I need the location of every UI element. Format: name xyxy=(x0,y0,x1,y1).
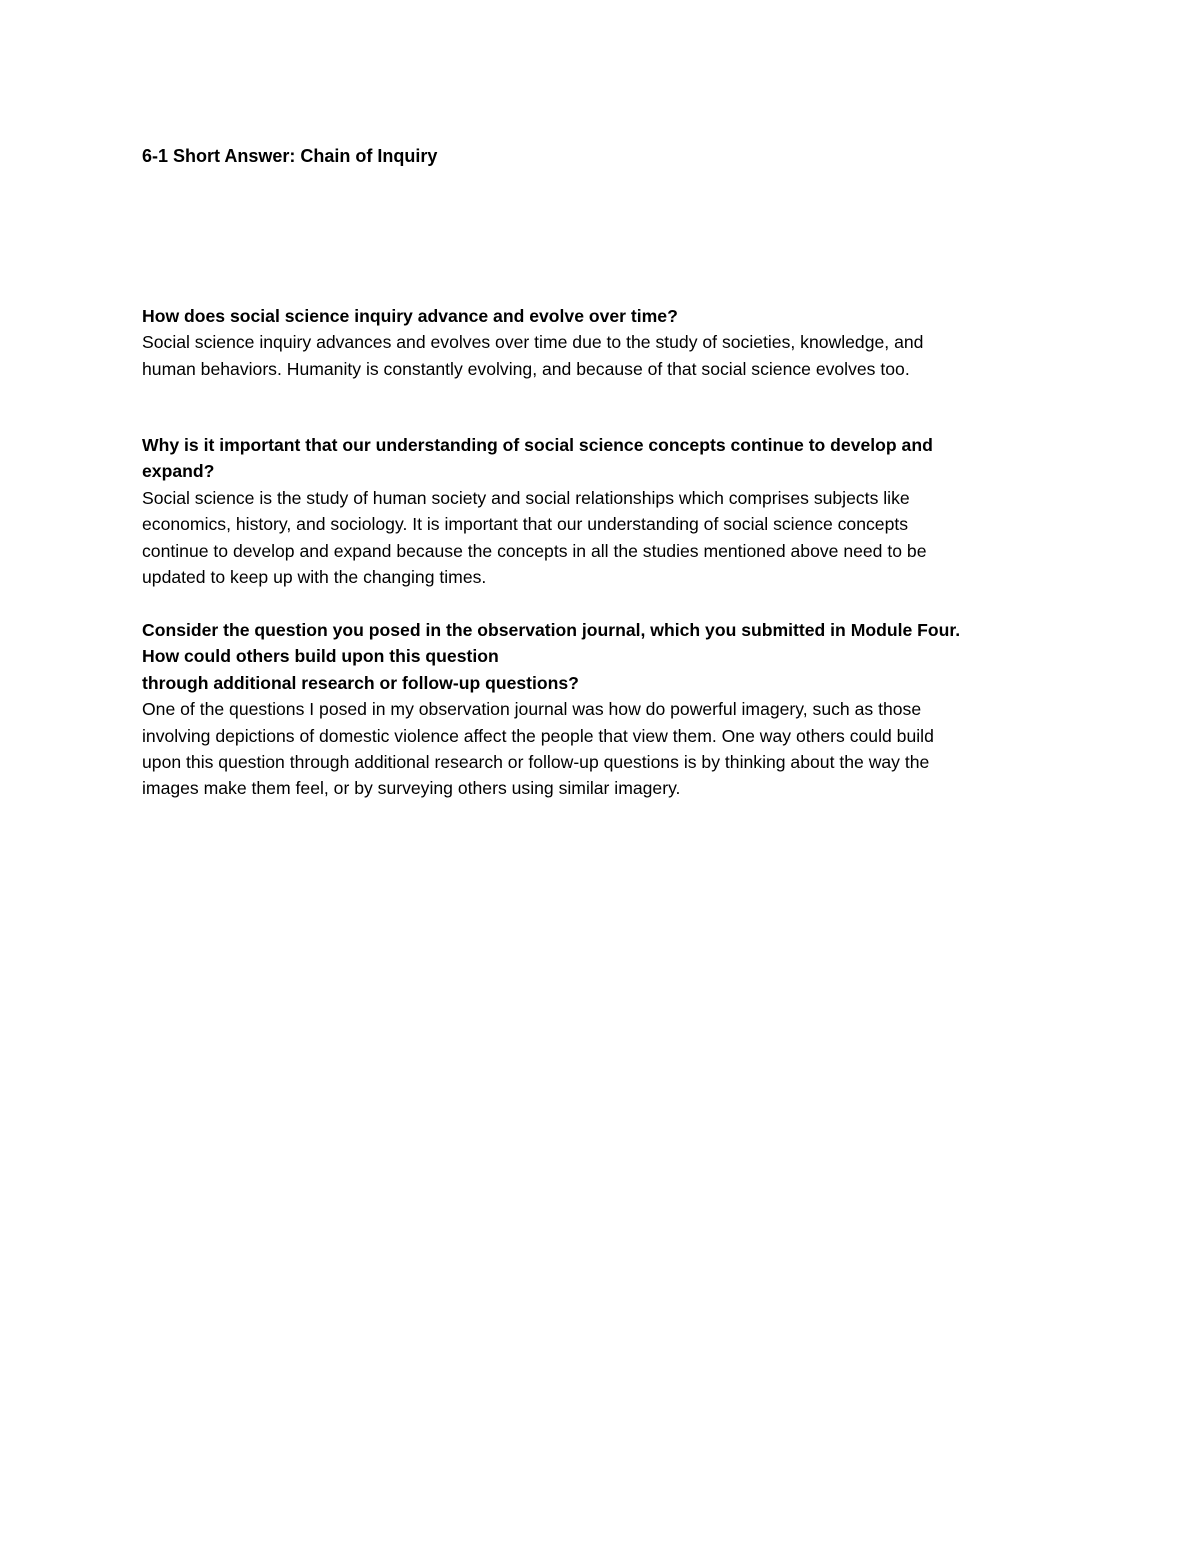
question-section-1 xyxy=(142,303,1062,382)
answer-2-line-4: updated to keep up with the changing times. xyxy=(142,567,487,588)
question-3-line-1: Consider the question you posed in the observation journal, which you submitted in Module Four. xyxy=(142,620,961,640)
question-section-2 xyxy=(142,432,1062,590)
answer-2-line-2: economics, history, and sociology. It is important that our understanding of social science concepts xyxy=(142,514,909,535)
question-2-line-2: expand? xyxy=(142,461,215,482)
question-2-line-1: Why is it important that our understanding of social science concepts continue to develop and xyxy=(142,435,933,455)
answer-1-line-2: human behaviors. Humanity is constantly evolving, and because of that social science evolves too. xyxy=(142,358,910,379)
answer-3-line-4: images make them feel, or by surveying others using similar imagery. xyxy=(142,778,681,799)
answer-3-line-2: involving depictions of domestic violence affect the people that view them. One way others could build xyxy=(142,725,934,746)
question-1-line-1: How does social science inquiry advance and evolve over time? xyxy=(142,306,678,326)
document-title: 6-1 Short Answer: Chain of Inquiry xyxy=(142,146,438,166)
question-3-line-3: through additional research or follow-up questions? xyxy=(142,672,579,693)
answer-2-line-3: continue to develop and expand because the concepts in all the studies mentioned above need to be xyxy=(142,540,927,561)
question-3-line-2: How could others build upon this question xyxy=(142,646,499,667)
answer-3-line-1: One of the questions I posed in my observation journal was how do powerful imagery, such as those xyxy=(142,699,922,720)
answer-2-line-1: Social science is the study of human society and social relationships which comprises subjects like xyxy=(142,487,910,508)
answer-1-line-1: Social science inquiry advances and evolves over time due to the study of societies, knowledge, and xyxy=(142,332,924,353)
answer-3-line-3: upon this question through additional research or follow-up questions is by thinking about the way the xyxy=(142,752,930,773)
question-section-3 xyxy=(142,617,1062,802)
